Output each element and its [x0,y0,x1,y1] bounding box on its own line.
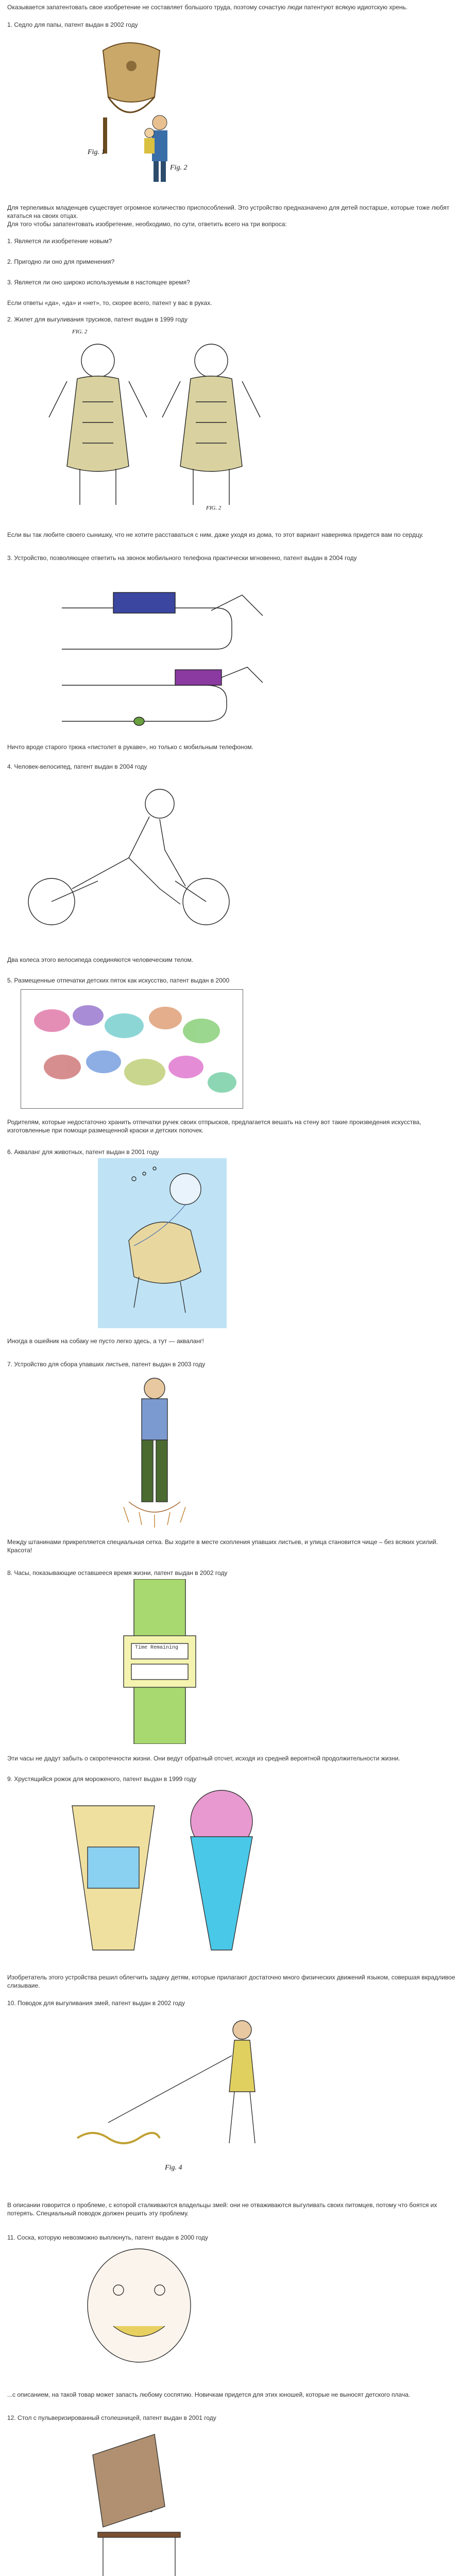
item-12-title: 12. Стол с пульверизированный столешницей, патент выдан в 2001 году [7,2414,216,2421]
question-answer: Если ответы «да», «да» и «нет», то, скорее всего, патент у вас в руках. [7,299,212,307]
figure-dad-saddle [72,30,191,184]
item-1-title: 1. Седло для папы, патент выдан в 2002 году [7,21,138,28]
item-11-title: 11. Соска, которую невозможно выплюнуть, патент выдан в 2000 году [7,2234,208,2241]
item-10-note: В описании говорится о проблеме, с которой сталкиваются владельцы змей: они не отваживаются выгуливать своих питомцев, потому что боятся их потерять. Специальный поводок должен решить эту проблему. [7,2201,437,2217]
item-1-note: Для терпеливых младенцев существует огромное количество приспособлений. Это устройство предназначено для детей постарше, которые тоже любят кататься на своих отцах. Для того чтобы запатентовать изобретение, необходимо, по сути, ответить всего на три вопроса: [7,204,450,228]
figure-ice-cream-cone [52,1785,288,1960]
item-6-note: Иногда в ошейник на собаку не пусто легко здесь, а тут — акваланг! [7,1337,204,1345]
item-2-title: 2. Жилет для выгуливания трусиков, патент выдан в 1999 году [7,316,188,323]
item-9-note: Изобретатель этого устройства решил облегчить задачу детям, которые прилагают достаточно много физических движений языком, совершая вкрадливое слизываие. [7,1974,455,1989]
figure-dog-scuba [98,1158,227,1328]
figure-butt-art [21,989,243,1109]
item-2-note: Если вы так любите своего сынишку, что не хотите расставаться с ним, даже уходя из дома, то этот вариант наверняка придется вам по сердцу. [7,531,424,538]
figure-bulletproof-desk [77,2424,206,2576]
fig2-title-left: FIG. 2 [72,329,88,335]
figure-human-bicycle [21,773,237,943]
item-8-note: Эти часы не дадут забыть о скоротечности жизни. Они ведут обратный отсчет, исходя из средней вероятной продолжительности жизни. [7,1755,400,1762]
item-7-title: 7. Устройство для сбора упавших листьев, патент выдан в 2003 году [7,1361,206,1368]
fig2-label: Fig. 2 [170,164,188,172]
item-5-note: Родителям, которые недостаточно хранить отпечатки ручек своих отпрысков, предлагается вешать на стену вот такие произведения искусства, изготовленные при помощи размещенной краски и детских попочек. [7,1118,421,1134]
figure-pacifier [67,2244,211,2378]
item-10-title: 10. Поводок для выгуливания змей, патент выдан в 2002 году [7,1999,185,2007]
item-4-title: 4. Человек-велосипед, патент выдан в 2004 году [7,763,147,770]
item-7-note: Между штанинами прикрепляется специальная сетка. Вы ходите в месте скопления упавших листьев, и улица становится чище – без всяких усилий. Красота! [7,1538,438,1554]
question-3: 3. Является ли оно широко используемым в настоящее время? [7,279,190,286]
item-3-note: Ничто вроде старого трюка «пистолет в рукаве», но только с мобильным телефоном. [7,743,253,751]
item-5-title: 5. Размещенные отпечатки детских пяток как искусство, патент выдан в 2000 [7,977,230,984]
figure-life-watch [103,1579,216,1744]
fig4-label: Fig. 4 [165,2164,182,2172]
figure-snake-leash [57,2009,294,2190]
item-8-title: 8. Часы, показывающие оставшееся время жизни, патент выдан в 2002 году [7,1569,228,1577]
question-1: 1. Является ли изобретение новым? [7,238,112,245]
figure-child-vest [31,325,278,520]
figure-phone-sleeve [57,567,273,737]
item-9-title: 9. Хрустящийся рожок для мороженого, патент выдан в 1999 году [7,1775,197,1783]
item-11-note: ...с описанием, на такой товар может запасть любому соспятию. Новичкам придется для этих юношей, которые не выносят детского плача. [7,2391,411,2398]
item-6-title: 6. Акваланг для животных, патент выдан в 2001 году [7,1148,159,1156]
question-2: 2. Пригодно ли оно для применения? [7,258,115,265]
item-4-note: Два колеса этого велосипеда соединяются человеческим телом. [7,956,194,963]
figure-leaf-collector [98,1373,211,1533]
fig1-label: Fig. 1 [88,148,105,156]
item-3-title: 3. Устройство, позволяющее ответить на звонок мобильного телефона практически мгновенно, патент выдан в 2004 году [7,554,357,562]
intro-text: Оказывается запатентовать свое изобретение не составляет большого труда, поэтому сочастую люди патентуют всякую идиотскую хрень. [7,4,408,11]
watch-label: Time Remaining [135,1645,179,1651]
fig2-title-right: FIG. 2 [206,505,222,511]
